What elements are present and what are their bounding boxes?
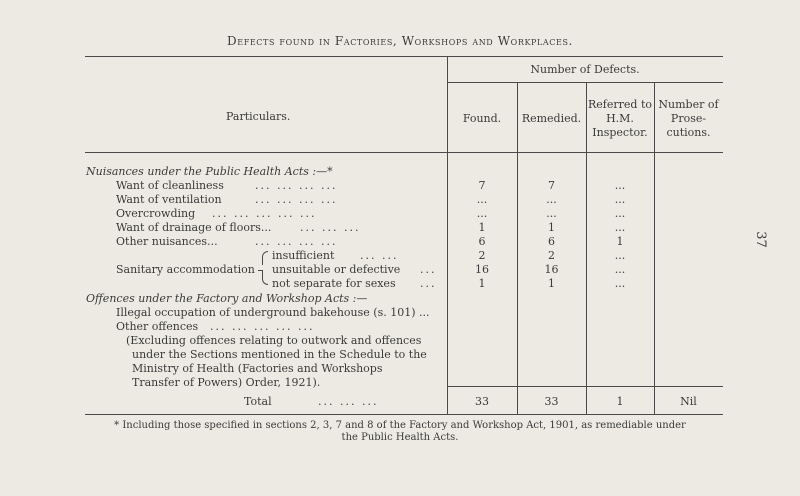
sanitary-item-referred: ...: [614, 263, 626, 276]
sanitary-item-remedied: 2: [548, 249, 555, 262]
row-referred: 1: [616, 235, 624, 248]
header-prosecutions-line1: Number of: [658, 98, 719, 111]
page-title: Defects found in Factories, Workshops and Workplaces.: [227, 34, 573, 48]
row-referred: ...: [614, 179, 626, 192]
leader-dots: ... ... ... ...: [255, 179, 338, 192]
total-referred: 1: [616, 395, 624, 408]
leader-dots: ... ... ... ... ...: [212, 207, 317, 220]
header-particulars: Particulars.: [226, 110, 291, 123]
leader-dots: ... ... ...: [318, 395, 379, 408]
row-remedied: 6: [548, 235, 555, 248]
sanitary-item-label: not separate for sexes: [272, 277, 396, 290]
row-remedied: ...: [546, 193, 557, 206]
row-referred: ...: [614, 221, 626, 234]
table-top-rule: [85, 56, 723, 57]
brace-bottom: [262, 271, 268, 285]
sanitary-item-remedied: 1: [548, 277, 555, 290]
header-prosecutions-line3: cutions.: [666, 126, 711, 139]
section-factory: Offences under the Factory and Workshop Acts :—: [86, 292, 368, 305]
leader-dots: ... ... ... ...: [255, 193, 338, 206]
row-other-offences: Other offences: [116, 320, 199, 333]
page-number: 37: [752, 231, 768, 248]
leader-dots: ...: [420, 277, 437, 290]
sanitary-item-referred: ...: [614, 249, 626, 262]
table-bottom-rule: [85, 414, 723, 415]
sanitary-item-found: 1: [478, 277, 486, 290]
total-top-rule: [447, 386, 723, 387]
row-found: 7: [478, 179, 486, 192]
row-remedied: 7: [548, 179, 555, 192]
leader-dots: ... ... ... ... ...: [210, 320, 315, 333]
row-label: Overcrowding: [116, 207, 196, 220]
section-public-health: Nuisances under the Public Health Acts :—*: [86, 165, 333, 178]
row-found: ...: [476, 207, 488, 220]
sanitary-item-label: insufficient: [272, 249, 335, 262]
total-prosecutions: Nil: [680, 395, 697, 408]
sanitary-item-label: unsuitable or defective: [272, 263, 401, 276]
excluding-line: (Excluding offences relating to outwork and offences: [126, 334, 422, 347]
header-found: Found.: [462, 112, 502, 125]
row-label: Want of cleanliness: [116, 179, 224, 192]
total-label: Total: [244, 395, 272, 408]
leader-dots: ... ... ... ...: [255, 235, 338, 248]
header-referred-line1: Referred to: [588, 98, 652, 111]
brace-point: [258, 270, 263, 271]
header-referred-line3: Inspector.: [592, 126, 648, 139]
header-remedied: Remedied.: [521, 112, 582, 125]
header-referred-line2: H.M.: [606, 112, 634, 125]
row-found: 6: [478, 235, 486, 248]
header-subrule: [447, 82, 723, 83]
row-label: Other nuisances...: [116, 235, 218, 248]
header-prosecutions-line2: Prose-: [670, 112, 707, 125]
row-found: 1: [478, 221, 486, 234]
sanitary-label: Sanitary accommodation: [116, 263, 255, 276]
leader-dots: ...: [420, 263, 437, 276]
footnote-line: * Including those specified in sections 2, 3, 7 and 8 of the Factory and Workshop Act, 1901, as remediable under: [114, 420, 686, 431]
row-referred: ...: [614, 193, 626, 206]
total-found: 33: [475, 395, 489, 408]
sanitary-item-found: 16: [475, 263, 489, 276]
row-label: Want of drainage of floors...: [116, 221, 272, 234]
row-remedied: 1: [548, 221, 555, 234]
leader-dots: ... ...: [360, 249, 399, 262]
excluding-line: Ministry of Health (Factories and Workshops: [132, 362, 383, 375]
footnote-line: the Public Health Acts.: [341, 432, 459, 443]
row-found: ...: [476, 193, 488, 206]
column-divider-2: [517, 82, 518, 414]
row-illegal-occupation: Illegal occupation of underground bakehouse (s. 101) ...: [116, 306, 430, 319]
sanitary-item-remedied: 16: [544, 263, 559, 276]
leader-dots: ... ... ...: [300, 221, 361, 234]
sanitary-item-found: 2: [478, 249, 486, 262]
row-remedied: ...: [546, 207, 557, 220]
row-label: Want of ventilation: [116, 193, 222, 206]
excluding-line: under the Sections mentioned in the Schedule to the: [132, 348, 427, 361]
excluding-line: Transfer of Powers) Order, 1921).: [132, 376, 321, 389]
row-referred: ...: [614, 207, 626, 220]
brace-top: [262, 251, 268, 265]
total-remedied: 33: [544, 395, 559, 408]
header-number-of-defects: Number of Defects.: [530, 63, 640, 76]
header-bottom-rule: [85, 152, 723, 153]
sanitary-item-referred: ...: [614, 277, 626, 290]
